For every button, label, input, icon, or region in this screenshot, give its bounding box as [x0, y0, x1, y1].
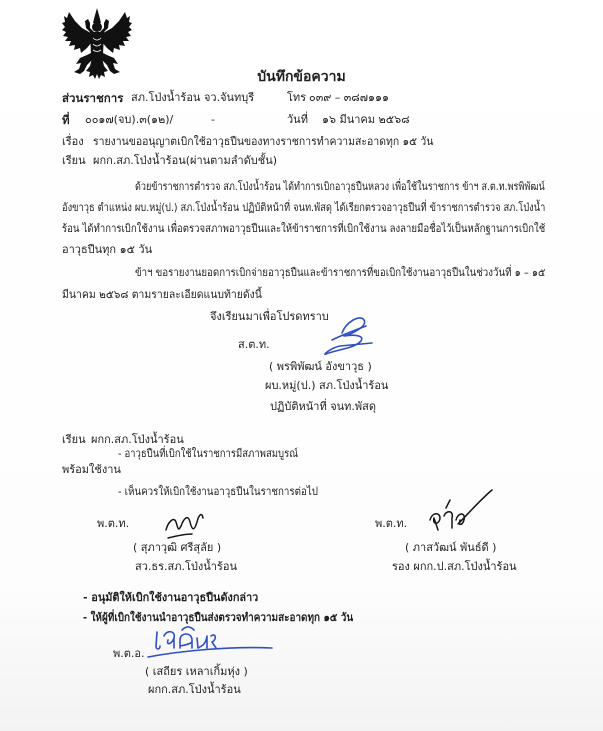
approval-order: - อนุมัติให้เบิกใช้งานอาวุธปืนดังกล่าว [83, 591, 259, 604]
sender-duty: ปฏิบัติหน้าที่ จนท.พัสดุ [270, 400, 377, 413]
sender-signature [325, 318, 372, 354]
signer-left-name: ( สุภาวุฒิ ศรีสุลัย ) [133, 541, 222, 554]
sender-position: ผบ.หมู่(ป.) สภ.โป่งน้ำร้อน [265, 379, 389, 392]
paragraph-1-line: อาวุธปืนทุก ๑๕ วัน [62, 243, 153, 256]
memo-date: ๑๖ มีนาคม ๒๕๖๘ [322, 113, 410, 126]
to-label: เรียน [62, 154, 86, 167]
endorsement-to-value: ผกก.สภ.โป่งน้ำร้อน [91, 433, 184, 446]
paragraph-2-line: มีนาคม ๒๕๖๘ ตามรายละเอียดแนบท้ายดังนี้ [62, 288, 262, 301]
phone-label: โทร [287, 91, 307, 104]
signer-right-position: รอง ผกก.ป.สภ.โป่งน้ำร้อน [392, 560, 517, 573]
signer-right-rank: พ.ต.ท. [375, 517, 408, 530]
sender-rank: ส.ต.ท. [238, 338, 270, 351]
agency-value: สภ.โป่งน้ำร้อน จว.จันทบุรี [131, 91, 255, 104]
approver-name: ( เสถียร เหลาเกิ้มหุ่ง ) [145, 665, 248, 678]
sender-name: ( พรพิพัฒน์ อังขาวุธ ) [269, 360, 372, 373]
signer-left-rank: พ.ต.ท. [97, 517, 130, 530]
memo-title: บันทึกข้อความ [257, 69, 346, 85]
ref-number: ๐๐๑๗(จบ).๓(๑๒)/ [85, 113, 174, 126]
subject-value: รายงานขออนุญาตเบิกใช้อาวุธปืนของทางราชการทำความสะอาดทุก ๑๕ วัน [93, 135, 434, 148]
approver-signature [148, 627, 272, 657]
agency-label: ส่วนราชการ [62, 91, 124, 105]
approver-rank: พ.ต.อ. [113, 647, 145, 660]
ref-label: ที่ [62, 113, 70, 127]
approval-order: - ให้ผู้ที่เบิกใช้งานนำอาวุธปืนส่งตรวจทำความสะอาดทุก ๑๕ วัน [83, 611, 354, 624]
endorsement-line: พร้อมใช้งาน [62, 463, 121, 476]
to-value: ผกก.สภ.โป่งน้ำร้อน(ผ่านตามลำดับชั้น) [93, 154, 278, 167]
ref-dash: - [211, 113, 215, 126]
endorsement-line: - เห็นควรให้เบิกใช้งานอาวุธปืนในราชการต่อไป [118, 485, 319, 498]
paragraph-1-line: ร้อน ได้ทำการเบิกใช้งาน เพื่อตรวจสภาพอาวุธปืนและให้ข้าราชการที่เบิกใช้งาน ลงลายมือชื่อไว้เป็นหลักฐานการเบิกใช้ [62, 222, 546, 235]
endorsement-line: - อาวุธปืนที่เบิกใช้ในราชการมีสภาพสมบูรณ์ [118, 447, 299, 460]
paragraph-2-line: ข้าฯ ขอรายงานยอดการเบิกจ่ายอาวุธปืนและข้าราชการที่ขอเบิกใช้งานอาวุธปืนในช่วงวันที่ ๑ – ๑๕ [135, 266, 546, 279]
subject-label: เรื่อง [62, 135, 84, 148]
signer-right-signature [430, 490, 492, 530]
paragraph-1-line: อังขาวุธ ตำแหน่ง ผบ.หมู่(ป.) สภ.โป่งน้ำร้อน ปฏิบัติหน้าที่ จนท.พัสดุ ได้เรียกตรวจอาวุธปืนที่ ข้าราชการตำรวจ สภ.โป่งน้ำ [62, 201, 546, 214]
paragraph-1-line: ด้วยข้าราชการตำรวจ สภ.โป่งน้ำร้อน ได้ทำการเบิกอาวุธปืนหลวง เพื่อใช้ในราชการ ข้าฯ ส.ต.ท.พรพิพัฒน์ [135, 180, 545, 193]
signer-right-name: ( ภาสวัฒน์ พันธ์ดี ) [405, 541, 497, 554]
date-label: วันที่ [287, 113, 308, 126]
endorsement-to-label: เรียน [62, 433, 86, 446]
closing-line: จึงเรียนมาเพื่อโปรดทราบ [210, 310, 329, 323]
signer-left-signature [166, 515, 203, 538]
phone-number: ๐๓๙ – ๓๘๗๑๑๑ [309, 91, 390, 104]
approver-position: ผกก.สภ.โป่งน้ำร้อน [148, 683, 241, 696]
signer-left-position: สว.ธร.สภ.โป่งน้ำร้อน [135, 560, 237, 573]
